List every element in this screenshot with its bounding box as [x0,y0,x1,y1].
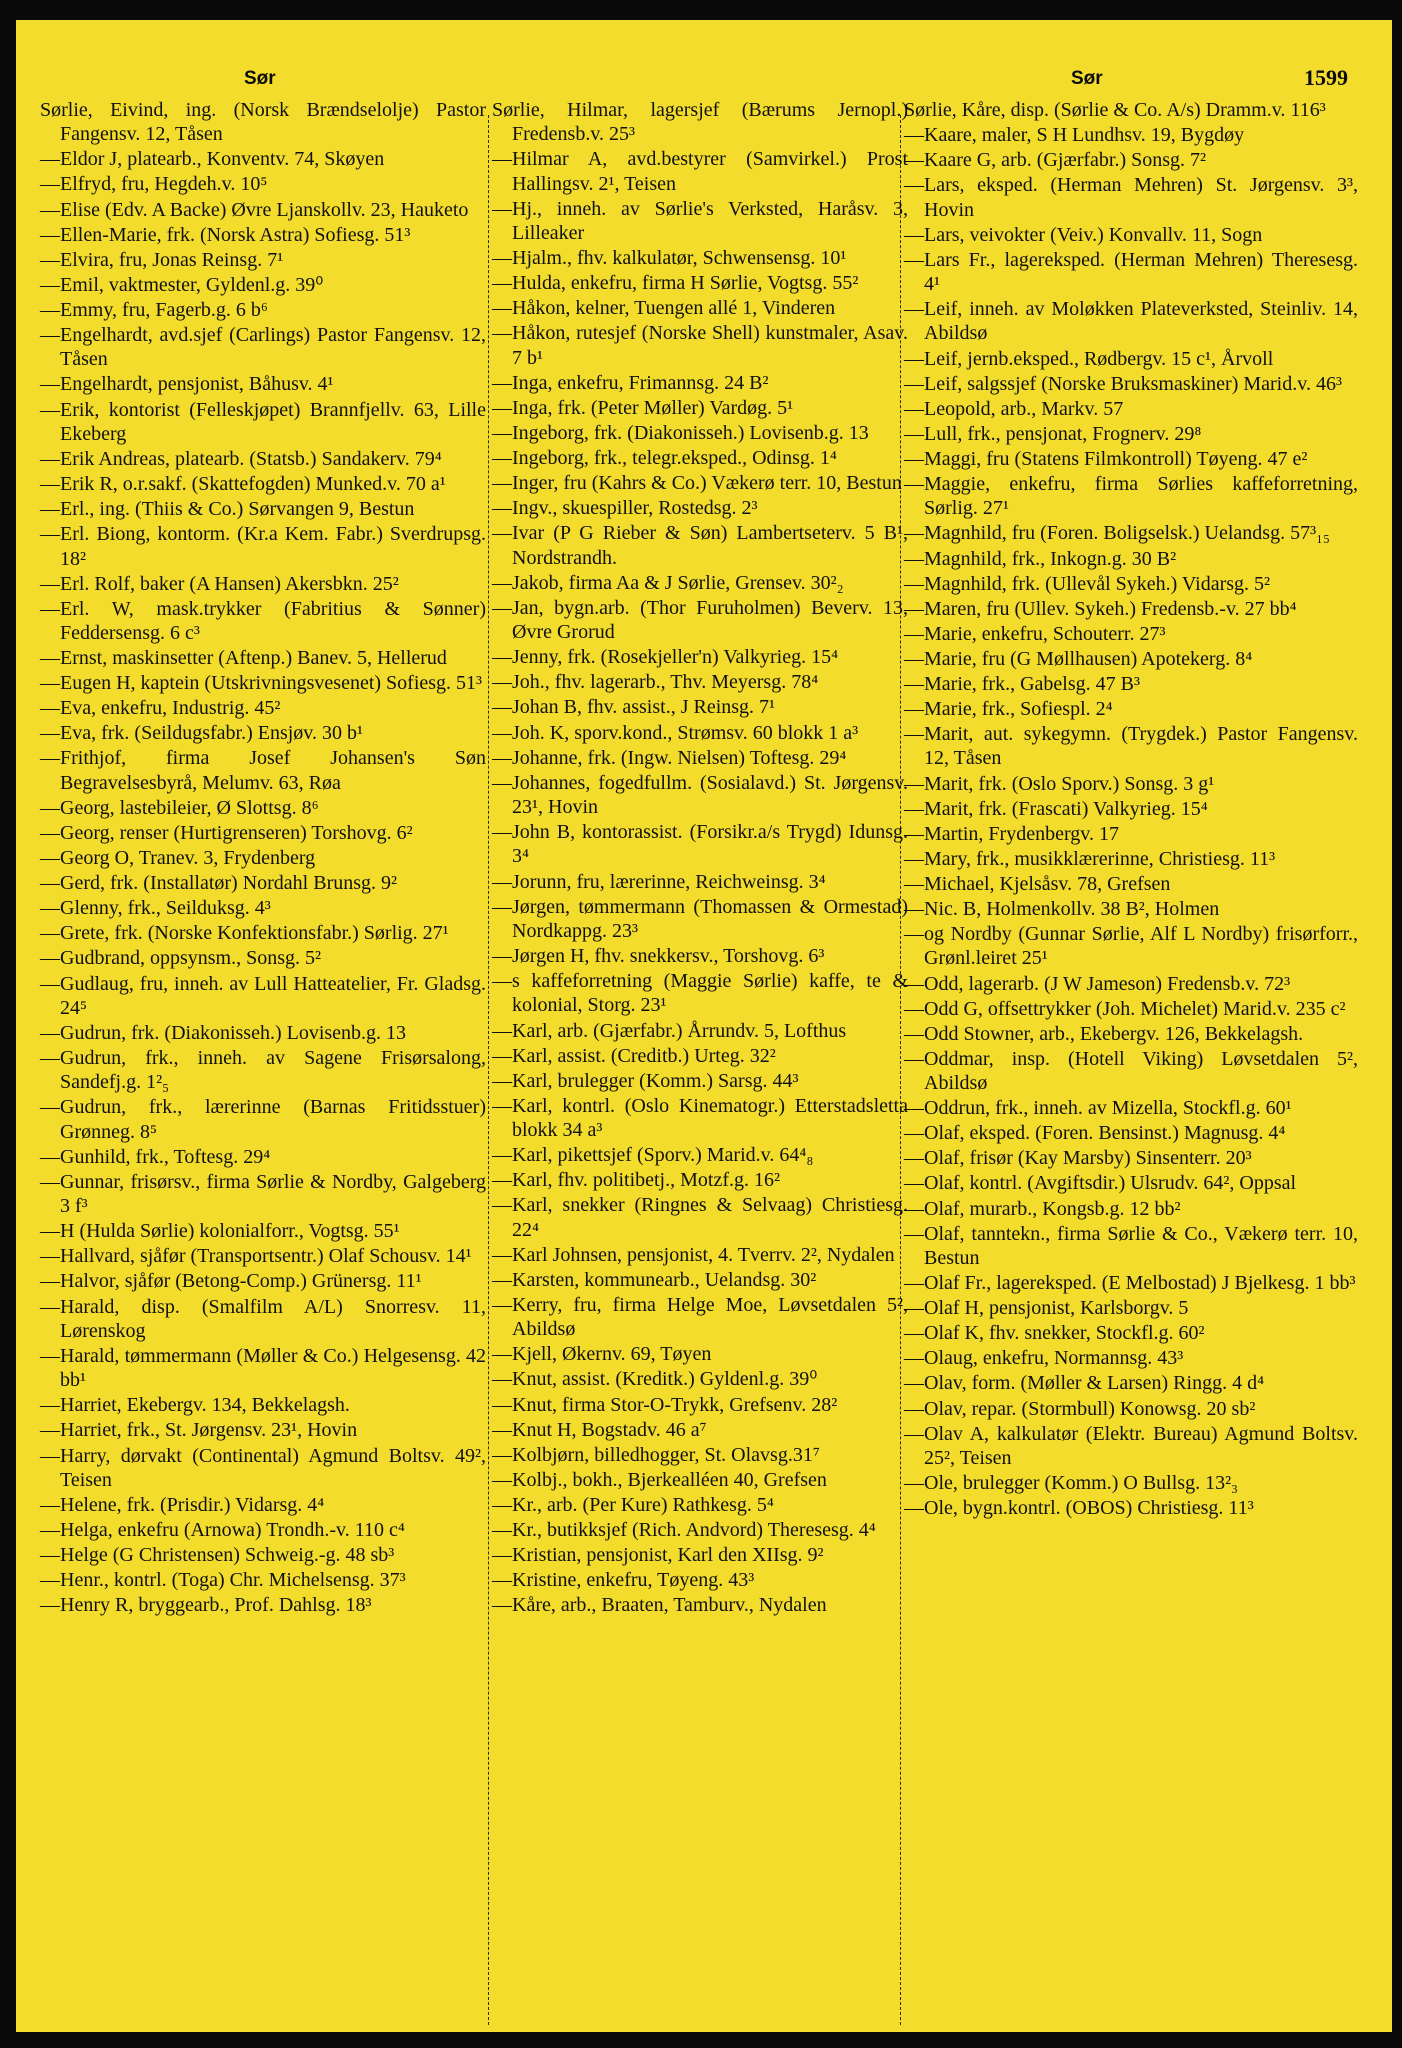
directory-entry: —Oddrun, frk., inneh. av Mizella, Stockfl.g. 60¹ [904,1097,1292,1120]
directory-entry: —Harald, tømmermann (Møller & Co.) Helgesensg. 42 bb¹ [40,1344,486,1392]
directory-entry: —Magnhild, frk., Inkogn.g. 30 B² [904,547,1177,570]
directory-entry: —Glenny, frk., Seilduksg. 4³ [40,897,271,920]
directory-entry: —Marie, frk., Gabelsg. 47 B³ [904,672,1140,695]
directory-entry: —Olav A, kalkulatør (Elektr. Bureau) Agmund Boltsv. 25², Teisen [904,1422,1358,1469]
directory-entry: —Engelhardt, pensjonist, Båhusv. 4¹ [40,373,334,396]
directory-entry: —Olaug, enkefru, Normannsg. 43³ [904,1347,1184,1370]
directory-entry: Sørlie, Kåre, disp. (Sørlie & Co. A/s) Dramm.v. 116³ [904,99,1326,121]
directory-entry: —Olaf, murarb., Kongsb.g. 12 bb² [904,1197,1181,1220]
directory-entry: —Karl Johnsen, pensjonist, 4. Tverrv. 2², Nydalen [492,1243,895,1266]
directory-entry: —Karl, kontrl. (Oslo Kinematogr.) Etterstadsletta blokk 34 a³ [492,1094,908,1142]
column-2 [492,98,908,1618]
directory-entry: —Hilmar A, avd.bestyrer (Samvirkel.) Prost Hallingsv. 2¹, Teisen [492,148,908,195]
directory-entry: —Johan B, fhv. assist., J Reinsg. 7¹ [492,696,776,719]
directory-entry: —Knut H, Bogstadv. 46 a⁷ [492,1418,707,1441]
directory-entry: —Erik R, o.r.sakf. (Skattefogden) Munked.v. 70 a¹ [40,473,446,496]
directory-entry: —Ingeborg, frk., telegr.eksped., Odinsg. 1⁴ [492,447,837,470]
directory-entry: —Marie, frk., Sofiespl. 2⁴ [904,698,1113,721]
directory-entry: —Kristian, pensjonist, Karl den XIIsg. 9² [492,1544,824,1567]
directory-entry: —Martin, Frydenbergv. 17 [904,822,1119,845]
directory-entry: —Olav, form. (Møller & Larsen) Ringg. 4 d⁴ [904,1372,1265,1395]
directory-entry: —Kr., butikksjef (Rich. Andvord) Theresesg. 4⁴ [492,1518,876,1541]
directory-entry: —Inga, frk. (Peter Møller) Vardøg. 5¹ [492,396,794,419]
directory-entry: —Erl., ing. (Thiis & Co.) Sørvangen 9, Bestun [40,498,415,521]
directory-entry: —Georg O, Tranev. 3, Frydenberg [40,847,316,870]
page-number: 1599 [1304,65,1348,90]
column-3 [904,98,1358,1521]
directory-entry: —Magnhild, fru (Foren. Boligselsk.) Uelandsg. 57³₁₅ [904,522,1331,545]
directory-entry: —Ingeborg, frk. (Diakonisseh.) Lovisenb.g. 13 [492,422,869,445]
directory-entry: —Elfryd, fru, Hegdeh.v. 10⁵ [40,173,268,196]
directory-entry: —Leif, salgssjef (Norske Bruksmaskiner) Marid.v. 46³ [904,372,1342,395]
directory-entry: —s kaffeforretning (Maggie Sørlie) kaffe, te & kolonial, Storg. 23¹ [492,970,908,1017]
directory-entry: —Oddmar, insp. (Hotell Viking) Løvsetdalen 5², Abildsø [904,1047,1358,1095]
directory-entry: —Joh. K, sporv.kond., Strømsv. 60 blokk 1 a³ [492,721,859,744]
directory-entry: —Gudrun, frk. (Diakonisseh.) Lovisenb.g. 13 [40,1021,407,1044]
directory-entry: —Helge (G Christensen) Schweig.-g. 48 sb³ [40,1544,395,1567]
directory-entry: —Olaf H, pensjonist, Karlsborgv. 5 [904,1297,1189,1320]
directory-entry: —Ernst, maskinsetter (Aftenp.) Banev. 5, Hellerud [40,647,447,670]
directory-entry: —Olaf, kontrl. (Avgiftsdir.) Ulsrudv. 64², Oppsal [904,1172,1297,1195]
directory-entry: —Olaf, tanntekn., firma Sørlie & Co., Vækerø terr. 10, Bestun [904,1222,1358,1269]
directory-entry: —Engelhardt, avd.sjef (Carlings) Pastor Fangensv. 12, Tåsen [40,324,486,371]
directory-entry: —Håkon, kelner, Tuengen allé 1, Vinderen [492,297,836,320]
directory-entry: —Odd G, offsettrykker (Joh. Michelet) Marid.v. 235 c² [904,997,1346,1020]
directory-entry: —Kaare, maler, S H Lundhsv. 19, Bygdøy [904,124,1245,147]
directory-entry: —Ole, bygn.kontrl. (OBOS) Christiesg. 11³ [904,1497,1254,1520]
directory-entry: —Kåre, arb., Braaten, Tamburv., Nydalen [492,1594,827,1617]
directory-entry: —Maggi, fru (Statens Filmkontroll) Tøyeng. 47 e² [904,447,1308,470]
running-header-left: Sør [244,68,276,89]
directory-entry: —Johanne, frk. (Ingw. Nielsen) Toftesg. 29⁴ [492,746,847,769]
directory-entry: —Henr., kontrl. (Toga) Chr. Michelsensg. 37³ [40,1569,406,1592]
directory-entry: —Marit, frk. (Frascati) Valkyrieg. 15⁴ [904,797,1208,820]
directory-entry: —Leopold, arb., Markv. 57 [904,397,1124,420]
directory-entry: —Ole, brulegger (Komm.) O Bullsg. 13²₃ [904,1471,1239,1494]
directory-entry: —Hjalm., fhv. kalkulatør, Schwensensg. 10¹ [492,247,847,270]
directory-entry: —Karsten, kommunearb., Uelandsg. 30² [492,1268,817,1291]
directory-entry: —Joh., fhv. lagerarb., Thv. Meyersg. 78⁴ [492,671,819,694]
directory-entry: —Karl, arb. (Gjærfabr.) Årrundv. 5, Lofthus [492,1019,847,1042]
directory-entry: —Eva, enkefru, Industrig. 45² [40,697,281,720]
directory-entry: —Marie, fru (G Møllhausen) Apotekerg. 8⁴ [904,647,1253,670]
directory-entry: —Grete, frk. (Norske Konfektionsfabr.) Sørlig. 27¹ [40,922,449,945]
directory-entry: —Gunnar, frisørsv., firma Sørlie & Nordby, Galgeberg 3 f³ [40,1170,486,1218]
directory-entry: —Georg, renser (Hurtigrenseren) Torshovg. 6² [40,821,413,844]
directory-entry: —Erl. Rolf, baker (A Hansen) Akersbkn. 25² [40,572,399,595]
directory-entry: —Jan, bygn.arb. (Thor Furuholmen) Beverv. 13, Øvre Grorud [492,596,908,644]
directory-entry: —Gudrun, frk., lærerinne (Barnas Fritidsstuer) Grønneg. 8⁵ [40,1096,486,1143]
directory-entry: —Harriet, frk., St. Jørgensv. 23¹, Hovin [40,1419,358,1442]
directory-entry: —Leif, inneh. av Moløkken Plateverksted, Steinliv. 14, Abildsø [904,298,1358,345]
directory-entry: —Frithjof, firma Josef Johansen's Søn Begravelsesbyrå, Melumv. 63, Røa [40,747,486,794]
directory-entry: —Emil, vaktmester, Gyldenl.g. 39⁰ [40,273,324,296]
directory-entry: —Kolbjørn, billedhogger, St. Olavsg.31⁷ [492,1443,820,1466]
column-divider [488,115,490,2025]
directory-entry: —og Nordby (Gunnar Sørlie, Alf L Nordby) frisørforr., Grønl.leiret 25¹ [904,923,1358,970]
directory-entry: —Lars Fr., lagereksped. (Herman Mehren) Theresesg. 4¹ [904,248,1358,296]
directory-entry: —Eugen H, kaptein (Utskrivningsvesenet) Sofiesg. 51³ [40,672,483,695]
directory-entry: —Jorunn, fru, lærerinne, Reichweinsg. 3⁴ [492,870,826,893]
directory-entry: —Jenny, frk. (Rosekjeller'n) Valkyrieg. 15⁴ [492,646,839,669]
directory-entry: —John B, kontorassist. (Forsikr.a/s Trygd) Idunsg. 3⁴ [492,821,908,868]
directory-entry: —Mary, frk., musikklærerinne, Christiesg. 11³ [904,847,1276,870]
directory-entry: —Karl, snekker (Ringnes & Selvaag) Christiesg. 22⁴ [492,1194,908,1241]
directory-entry: —Emmy, fru, Fagerb.g. 6 b⁶ [40,298,268,321]
directory-entry: —Knut, firma Stor-O-Trykk, Grefsenv. 28² [492,1393,838,1416]
directory-entry: —Odd Stowner, arb., Ekebergv. 126, Bekkelagsh. [904,1022,1304,1045]
directory-entry: —Olaf K, fhv. snekker, Stockfl.g. 60² [904,1322,1205,1345]
directory-entry: —Erik Andreas, platearb. (Statsb.) Sandakerv. 79⁴ [40,447,442,470]
directory-entry: —Leif, jernb.eksped., Rødbergv. 15 c¹, Årvoll [904,347,1274,370]
directory-entry: —Karl, pikettsjef (Sporv.) Marid.v. 64⁴₈ [492,1144,814,1167]
directory-entry: —Michael, Kjelsåsv. 78, Grefsen [904,872,1171,895]
directory-entry: —Harriet, Ekebergv. 134, Bekkelagsh. [40,1394,350,1417]
directory-entry: —Kerry, fru, firma Helge Moe, Løvsetdalen 5², Abildsø [492,1293,908,1341]
directory-entry: —Maggie, enkefru, firma Sørlies kaffeforretning, Sørlig. 27¹ [904,473,1358,520]
directory-entry: —Eva, frk. (Seildugsfabr.) Ensjøv. 30 b¹ [40,722,363,745]
directory-entry: —Gudlaug, fru, inneh. av Lull Hatteatelier, Fr. Gladsg. 24⁵ [40,972,486,1019]
directory-entry: —H (Hulda Sørlie) kolonialforr., Vogtsg. 55¹ [40,1220,400,1243]
directory-entry: —Georg, lastebileier, Ø Slottsg. 8⁶ [40,796,319,819]
directory-entry: —Halvor, sjåfør (Betong-Comp.) Grünersg. 11¹ [40,1270,422,1293]
directory-entry: —Karl, assist. (Creditb.) Urteg. 32² [492,1044,776,1067]
directory-entry: —Marie, enkefru, Schouterr. 27³ [904,622,1166,645]
directory-entry: —Elise (Edv. A Backe) Øvre Ljanskollv. 23, Hauketo [40,198,469,221]
directory-entry: —Gunhild, frk., Toftesg. 29⁴ [40,1145,271,1168]
directory-entry: —Marit, aut. sykegymn. (Trygdek.) Pastor Fangensv. 12, Tåsen [904,723,1358,770]
directory-entry: —Olaf Fr., lagereksped. (E Melbostad) J Bjelkesg. 1 bb³ [904,1272,1356,1295]
directory-entry: —Ivar (P G Rieber & Søn) Lambertseterv. 5 B¹, Nordstrandh. [492,522,908,569]
directory-entry: —Harald, disp. (Smalfilm A/L) Snorresv. 11, Lørenskog [40,1295,486,1342]
directory-entry: —Harry, dørvakt (Continental) Agmund Boltsv. 49², Teisen [40,1444,486,1491]
directory-entry: —Elvira, fru, Jonas Reinsg. 7¹ [40,248,284,271]
directory-entry: —Kolbj., bokh., Bjerkealléen 40, Grefsen [492,1468,827,1491]
column-1 [40,98,486,1618]
directory-entry: —Lars, eksped. (Herman Mehren) St. Jørgensv. 3³, Hovin [904,174,1358,221]
directory-entry: —Karl, brulegger (Komm.) Sarsg. 44³ [492,1069,799,1092]
directory-entry: —Hallvard, sjåfør (Transportsentr.) Olaf Schousv. 14¹ [40,1245,472,1268]
directory-entry: —Kaare G, arb. (Gjærfabr.) Sonsg. 7² [904,149,1207,172]
directory-entry: Sørlie, Hilmar, lagersjef (Bærums Jernopl.) Fredensb.v. 25³ [492,99,908,146]
directory-entry: —Olav, repar. (Stormbull) Konowsg. 20 sb² [904,1397,1256,1420]
directory-entry: —Gerd, frk. (Installatør) Nordahl Brunsg. 9² [40,872,398,895]
directory-entry: —Olaf, frisør (Kay Marsby) Sinsenterr. 20³ [904,1147,1252,1170]
directory-entry: —Eldor J, platearb., Konventv. 74, Skøyen [40,148,385,171]
directory-entry: —Lars, veivokter (Veiv.) Konvallv. 11, Sogn [904,223,1263,246]
directory-entry: —Olaf, eksped. (Foren. Bensinst.) Magnusg. 4⁴ [904,1122,1286,1145]
directory-entry: —Hulda, enkefru, firma H Sørlie, Vogtsg. 55² [492,272,859,295]
directory-entry: —Jakob, firma Aa & J Sørlie, Grensev. 30²₂ [492,571,844,594]
directory-entry: —Gudbrand, oppsynsm., Sonsg. 5² [40,947,322,970]
directory-entry: Sørlie, Eivind, ing. (Norsk Brændselolje) Pastor Fangensv. 12, Tåsen [40,99,486,146]
directory-entry: —Kristine, enkefru, Tøyeng. 43³ [492,1569,755,1592]
directory-entry: —Marit, frk. (Oslo Sporv.) Sonsg. 3 g¹ [904,772,1215,795]
directory-entry: —Ellen-Marie, frk. (Norsk Astra) Sofiesg. 51³ [40,223,411,246]
directory-entry: —Odd, lagerarb. (J W Jameson) Fredensb.v. 72³ [904,972,1291,995]
directory-entry: —Nic. B, Holmenkollv. 38 B², Holmen [904,898,1220,921]
directory-entry: —Lull, frk., pensjonat, Frognerv. 29⁸ [904,422,1202,445]
directory-entry: —Ingv., skuespiller, Rostedsg. 2³ [492,497,758,520]
directory-entry: —Jørgen, tømmermann (Thomassen & Ormestad) Nordkappg. 23³ [492,895,908,942]
directory-page [16,20,1392,2032]
directory-entry: —Helga, enkefru (Arnowa) Trondh.-v. 110 c⁴ [40,1518,405,1541]
directory-entry: —Håkon, rutesjef (Norske Shell) kunstmaler, Asav. 7 b¹ [492,322,908,369]
directory-entry: —Erl. Biong, kontorm. (Kr.a Kem. Fabr.) Sverdrupsg. 18² [40,523,486,570]
running-header-center: Sør [1071,68,1103,89]
directory-entry: —Knut, assist. (Kreditk.) Gyldenl.g. 39⁰ [492,1368,818,1391]
directory-entry: —Erik, kontorist (Felleskjøpet) Brannfjellv. 63, Lille Ekeberg [40,398,486,445]
directory-entry: —Karl, fhv. politibetj., Motzf.g. 16² [492,1169,780,1192]
directory-entry: —Kr., arb. (Per Kure) Rathkesg. 5⁴ [492,1493,774,1516]
directory-entry: —Inger, fru (Kahrs & Co.) Vækerø terr. 10, Bestun [492,472,902,495]
directory-entry: —Jørgen H, fhv. snekkersv., Torshovg. 6³ [492,945,825,968]
directory-entry: —Gudrun, frk., inneh. av Sagene Frisørsalong, Sandefj.g. 1²₅ [40,1046,486,1094]
directory-entry: —Kjell, Økernv. 69, Tøyen [492,1343,712,1366]
directory-entry: —Erl. W, mask.trykker (Fabritius & Sønner) Feddersensg. 6 c³ [40,597,486,644]
directory-entry: —Inga, enkefru, Frimannsg. 24 B² [492,371,769,394]
directory-entry: —Hj., inneh. av Sørlie's Verksted, Haråsv. 3, Lilleaker [492,197,908,245]
directory-entry: —Helene, frk. (Prisdir.) Vidarsg. 4⁴ [40,1493,325,1516]
directory-entry: —Maren, fru (Ullev. Sykeh.) Fredensb.-v. 27 bb⁴ [904,597,1297,620]
directory-entry: —Henry R, bryggearb., Prof. Dahlsg. 18³ [40,1594,372,1617]
directory-entry: —Johannes, fogedfullm. (Sosialavd.) St. Jørgensv. 23¹, Hovin [492,771,908,819]
directory-entry: —Magnhild, frk. (Ullevål Sykeh.) Vidarsg. 5² [904,572,1271,595]
